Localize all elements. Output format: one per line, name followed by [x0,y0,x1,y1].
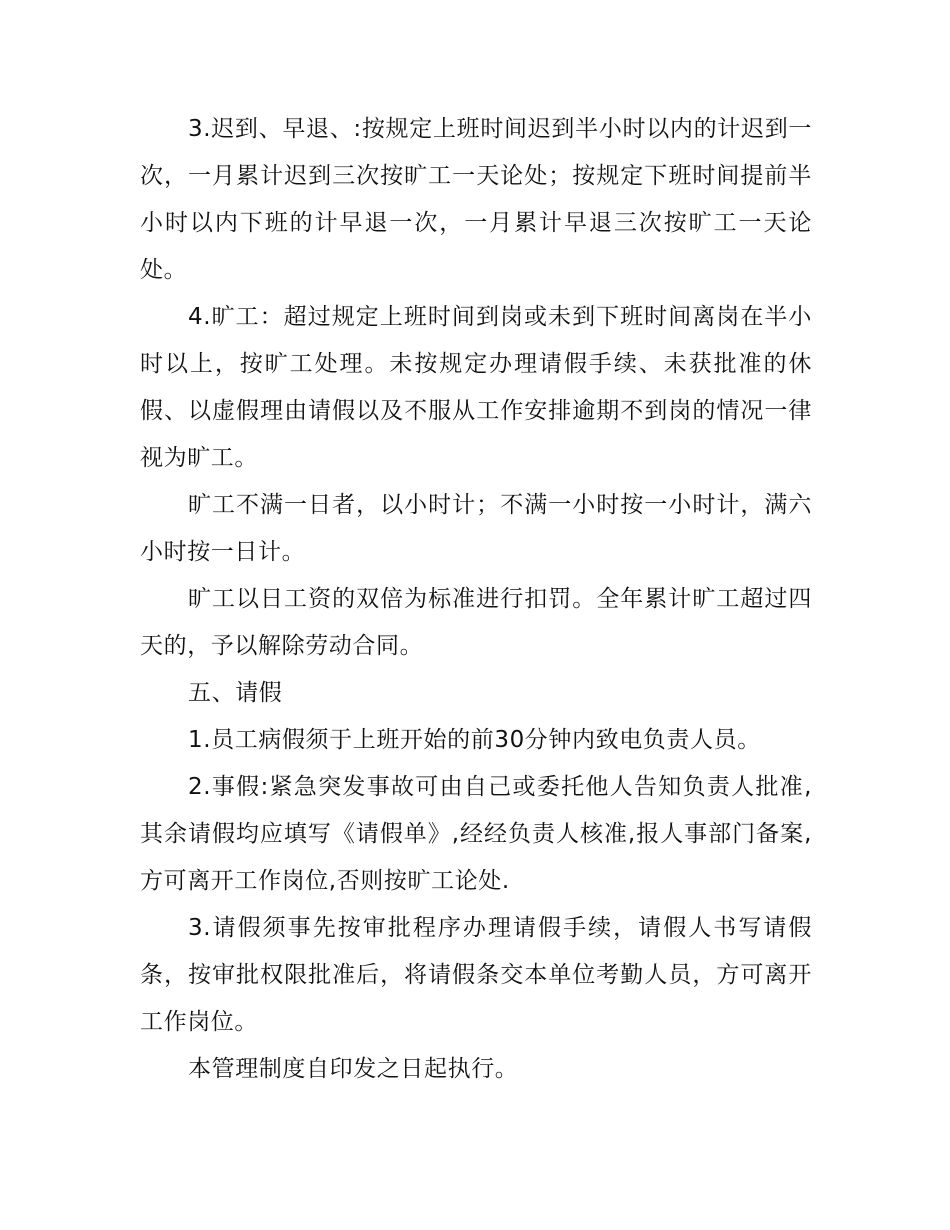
paragraph-personal-leave: 2.事假:紧急突发事故可由自己或委托他人告知负责人批准,其余请假均应填写《请假单》,经经负责人核准,报人事部门备案,方可离开工作岗位,否则按旷工论处. [140,774,812,894]
paragraph-absenteeism: 4.旷工：超过规定上班时间到岗或未到下班时间离岗在半小时以上，按旷工处理。未按规定办理请假手续、未获批准的休假、以虚假理由请假以及不服从工作安排逾期不到岗的情况一律视为旷工。 [140,304,812,471]
paragraph-sick-leave: 1.员工病假须于上班开始的前30分钟内致电负责人员。 [188,727,761,753]
section-heading-leave: 五、请假 [188,680,283,706]
paragraph-absence-hours: 旷工不满一日者，以小时计；不满一小时按一小时计，满六小时按一日计。 [140,492,812,565]
paragraph-effective-date: 本管理制度自印发之日起执行。 [188,1056,519,1082]
paragraph-leave-procedure: 3.请假须事先按审批程序办理请假手续，请假人书写请假条，按审批权限批准后，将请假条交本单位考勤人员，方可离开工作岗位。 [140,915,812,1035]
document-body [140,106,812,1093]
paragraph-absence-penalty: 旷工以日工资的双倍为标准进行扣罚。全年累计旷工超过四天的，予以解除劳动合同。 [140,586,812,659]
paragraph-late-early-leave: 3.迟到、早退、:按规定上班时间迟到半小时以内的计迟到一次，一月累计迟到三次按旷工一天论处；按规定下班时间提前半小时以内下班的计早退一次，一月累计早退三次按旷工一天论处。 [140,116,812,283]
